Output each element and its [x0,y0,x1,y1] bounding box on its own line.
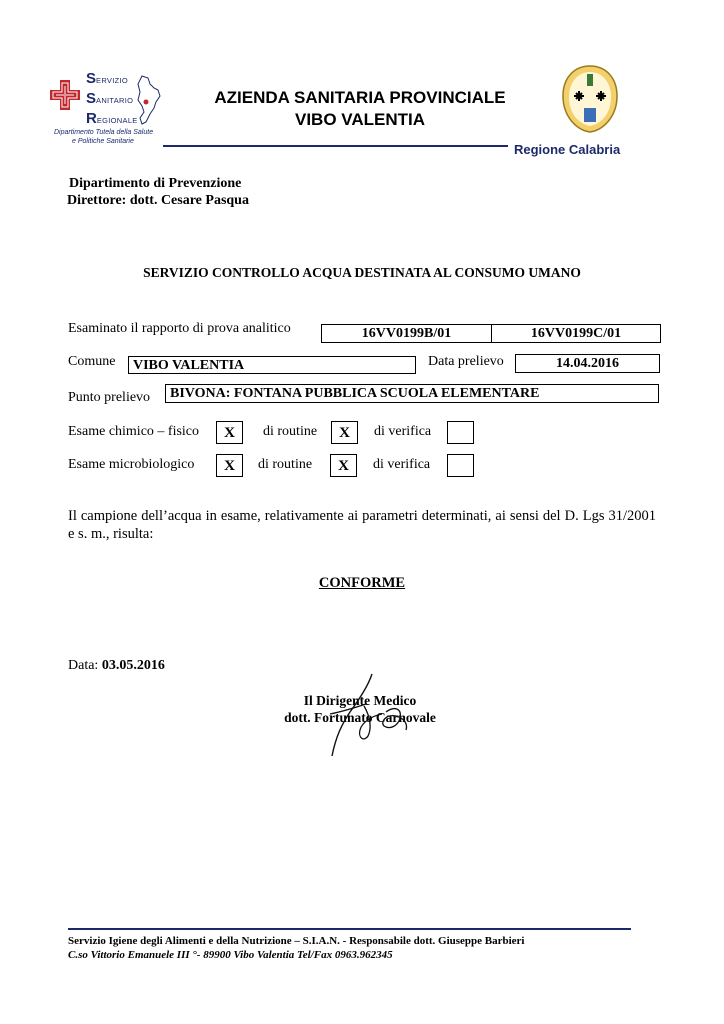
calabria-coat-of-arms-icon [560,64,620,134]
comune-label: Comune [68,354,116,369]
red-cross-icon [50,80,80,110]
report-id-box-1 [321,324,492,343]
result-outcome: CONFORME [318,575,406,591]
report-id-box-2 [491,324,661,343]
page-title-line2: VIBO VALENTIA [294,110,426,129]
comune-field [128,356,416,374]
microbio-label: Esame microbiologico [68,457,195,472]
punto-field [165,384,659,403]
data-prelievo-field [515,354,660,373]
result-text: Il campione dell’acqua in esame, relativamente ai parametri determinati, ai sensi del D. Lgs 31/2001 e s. m., risulta: [68,508,656,542]
ssr-logo [48,68,168,148]
date-line [68,658,165,674]
footer-line1: Servizio Igiene degli Alimenti e della Nutrizione – S.I.A.N. - Responsabile dott. Giuseppe Barbieri [68,935,525,947]
chimico-verifica-label: di verifica [374,424,432,439]
ssr-caption-1: Dipartimento Tutela della Salute [54,129,154,136]
ssr-initial-1: S [86,70,97,87]
page-title-line1: AZIENDA SANITARIA PROVINCIALE [214,88,506,107]
signature-name: dott. Fortunato Carnovale [284,710,436,725]
ssr-initial-3: R [86,110,97,127]
date-label: Data: [68,658,99,673]
comune-value: VIBO VALENTIA [133,358,245,373]
report-id-2: 16VV0199C/01 [530,326,622,341]
ssr-caption-2: e Politiche Sanitarie [72,138,134,145]
chimico-checkbox: X [216,421,243,444]
chimico-verifica-checkbox [447,421,474,444]
footer-line2: C.so Vittorio Emanuele III °- 89900 Vibo Valentia Tel/Fax 0963.962345 [68,949,393,961]
punto-label: Punto prelievo [68,390,151,405]
data-prelievo-value: 14.04.2016 [556,356,619,371]
microbio-verifica-label: di verifica [373,457,431,472]
chimico-routine-checkbox: X [331,421,358,444]
microbio-checkbox: X [216,454,243,477]
microbio-verifica-checkbox [447,454,474,477]
report-label: Esaminato il rapporto di prova analitico [68,321,291,336]
service-title: SERVIZIO CONTROLLO ACQUA DESTINATA AL CONSUMO UMANO [143,265,581,280]
date-value: 03.05.2016 [101,658,165,673]
microbio-routine-label: di routine [258,457,313,472]
ssr-rest-2: ANITARIO [96,96,134,105]
chimico-routine-label: di routine [263,424,318,439]
ssr-initial-2: S [86,90,97,107]
signature-role: Il Dirigente Medico [303,693,417,708]
report-id-1: 16VV0199B/01 [361,326,452,341]
punto-value: BIVONA: FONTANA PUBBLICA SCUOLA ELEMENTARE [170,386,540,401]
department-director: Direttore: dott. Cesare Pasqua [67,193,249,208]
region-name: Regione Calabria [514,142,621,157]
ssr-rest-1: ERVIZIO [96,76,128,85]
data-prelievo-label: Data prelievo [428,354,504,369]
ssr-rest-3: EGIONALE [96,116,138,125]
chimico-label: Esame chimico – fisico [68,424,200,439]
microbio-routine-checkbox: X [330,454,357,477]
department-name: Dipartimento di Prevenzione [69,176,242,191]
header-divider [163,145,508,147]
footer-divider [68,928,631,930]
handwritten-signature [310,668,420,763]
